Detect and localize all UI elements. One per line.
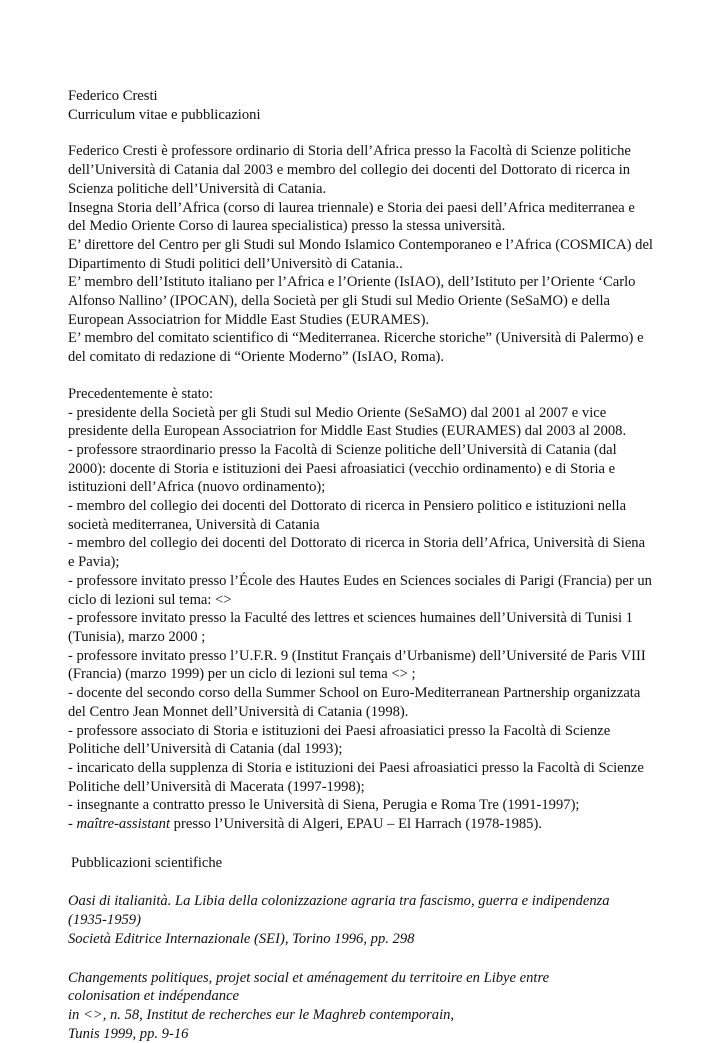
position-item: - presidente della Società per gli Studi sul Medio Oriente (SeSaMO) dal 2001 al 2007 e vice presidente della European Associatrion for Middle East Studies (EURAMES) dal 2003 al 2008.	[68, 404, 627, 440]
position-item: - professore associato di Storia e istituzioni dei Paesi afroasiatici presso la Facoltà di Scienze Politiche dell’Università di Catania (dal 1993);	[68, 722, 611, 758]
spacer	[68, 367, 668, 385]
spacer	[68, 949, 668, 969]
position-item-last	[68, 815, 668, 834]
item-rest: presso l’Università di Algeri, EPAU – El Harrach (1978-1985).	[170, 816, 542, 833]
publication-entry: Oasi di italianità. La Libia della colonizzazione agraria tra fascismo, guerra e indipendenza (1935-1959) Società Editrice Internazionale (SEI), Torino 1996, pp. 298	[68, 893, 610, 947]
position-item: - docente del secondo corso della Summer School on Euro-Mediterranean Partnership organizzata del Centro Jean Monnet dell’Università di Catania (1998).	[68, 685, 641, 720]
position-item: - professore invitato presso l’U.F.R. 9 (Institut Français d’Urbanisme) dell’Université de Paris VIII (Francia) (marzo 1999) per un ciclo di lezioni sul tema <> ;	[68, 647, 646, 683]
item-italic-title: maître-assistant	[76, 816, 171, 833]
author-name: Federico Cresti	[68, 88, 158, 104]
bio-paragraph: Federico Cresti è professore ordinario di Storia dell’Africa presso la Facoltà di Scienze politiche dell’Università di Catania dal 2003 e membro del collegio dei docenti del Dottorato di ricerca in Scienza politiche dell’Università di Catania. Insegna Storia dell’Africa (corso di laurea triennale) e Storia dei paesi dell’Africa mediterranea e del Medio Oriente Corso di laurea specialistica) presso la stessa università. E’ direttore del Centro per gli Studi sul Mondo Islamico Contemporaneo e l’Africa (COSMICA) del Dipartimento di Studi politici dell’Universitò di Catania.. E’ membro dell’Istituto italiano per l’Africa e l’Oriente (IsIAO), dell’Istituto per l’Oriente ‘Carlo Alfonso Nallino’ (IPOCAN), della Società per gli Studi sul Medio Oriente (SeSaMO) e della European Associatrion for Middle East Studies (EURAMES). E’ membro del comitato scientifico di “Mediterranea. Ricerche storiche” (Università di Palermo) e del comitato di redazione di “Oriente Moderno” (IsIAO, Roma).	[68, 143, 653, 366]
document-subtitle: Curriculum vitae e pubblicazioni	[68, 106, 261, 123]
item-prefix: -	[68, 816, 77, 833]
position-item: - professore invitato presso la Faculté des lettres et sciences humaines dell’Università di Tunisi 1 (Tunisia), marzo 2000 ;	[68, 610, 633, 645]
publication-entry: Changements politiques, projet social et aménagement du territoire en Libye entre colonisation et indépendance in <>, n. 58, Institut de recherches eur le Maghreb contemporain, Tunis 1999, pp. 9-16	[68, 969, 550, 1042]
position-item: - membro del collegio dei docenti del Dottorato di ricerca in Storia dell’Africa, Università di Siena e Pavia);	[68, 535, 646, 571]
position-item: - professore invitato presso l’École des Hautes Eudes en Sciences sociales di Parigi (Francia) per un ciclo di lezioni sul tema: <>	[68, 572, 652, 608]
spacer	[68, 872, 668, 892]
spacer	[68, 834, 668, 854]
cv-document	[68, 87, 668, 1043]
previous-positions-heading: Precedentemente è stato:	[68, 385, 214, 402]
position-item: - membro del collegio dei docenti del Dottorato di ricerca in Pensiero politico e istituzioni nella società mediterranea, Università di Catania	[68, 498, 627, 533]
position-item: - professore straordinario presso la Facoltà di Scienze politiche dell’Università di Catania (dal 2000): docente di Storia e istituzioni dei Paesi afroasiatici (vecchio ordinamento) e di Storia e istituzioni dell’Africa (nuovo ordinamento);	[68, 441, 617, 496]
position-item: - insegnante a contratto presso le Università di Siena, Perugia e Roma Tre (1991-1997);	[68, 797, 580, 814]
spacer	[68, 124, 668, 142]
publications-heading: Pubblicazioni scientifiche	[71, 854, 223, 871]
position-item: - incaricato della supplenza di Storia e istituzioni dei Paesi afroasiatici presso la Facoltà di Scienze Politiche dell’Università di Macerata (1997-1998);	[68, 759, 644, 795]
